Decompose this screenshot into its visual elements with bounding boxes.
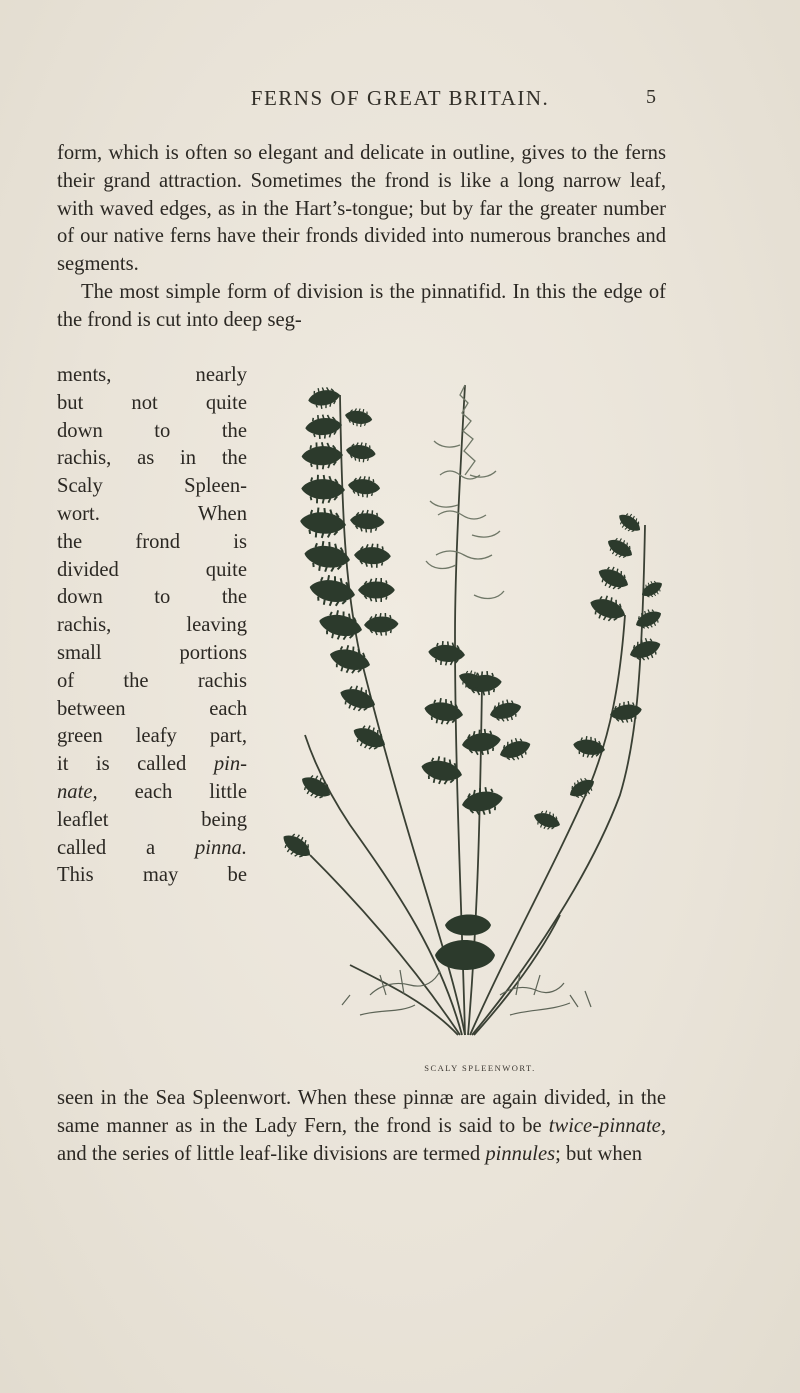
wrapped-line-pinnate [57, 751, 247, 779]
wrapped-line: wort. When [57, 502, 247, 525]
body-text-top [57, 140, 666, 335]
term-twice-pinnate: twice-pinnate, [548, 1114, 666, 1137]
wrapped-line: ments, nearly [57, 364, 247, 386]
text-after-figure-2: and the series of little leaf-like divisions are termed [57, 1142, 481, 1165]
scaly-spleenwort-illustration [250, 355, 680, 1055]
wrapped-line-pinna [57, 835, 247, 863]
wrapped-line: down to the [57, 419, 247, 442]
page-number: 5 [646, 86, 656, 108]
wrapped-line: Scaly Spleen- [57, 475, 247, 498]
wrapped-line: leaflet being [57, 808, 247, 831]
wrapped-line-text: it is called [57, 753, 187, 776]
wrapped-line: down to the [57, 586, 247, 609]
text-after-figure-3: ; but when [555, 1142, 643, 1165]
wrapped-text-column [57, 362, 247, 890]
paragraph-2-opening: The most simple form of division is the pinnatifid. In this the edge of the frond is cut into deep seg- [57, 280, 666, 331]
paragraph-1: form, which is often so elegant and delicate in outline, gives to the ferns their grand attraction. Sometimes the frond is like a long narrow leaf, with waved edges, as in the Hart’s-tongue; but by far the greater number of our native ferns have their fronds divided into numerous branches and segments. [57, 142, 666, 276]
text-after-figure-1: seen in the Sea Spleenwort. When these pinnæ are again divided, in the same manner as in the Lady Fern, the frond is said to be [57, 1087, 666, 1137]
figure-caption: SCALY SPLEENWORT. [424, 1063, 536, 1073]
term-pinnules: pinnules [485, 1142, 556, 1165]
running-head [0, 86, 800, 112]
wrapped-line-text: called a [57, 836, 156, 859]
wrapped-line: but not quite [57, 391, 247, 414]
wrapped-line: between each [57, 697, 247, 720]
wrapped-line: the frond is [57, 530, 247, 553]
wrapped-line: small portions [57, 641, 247, 664]
wrapped-line: rachis, as in the [57, 447, 247, 470]
wrapped-line: green leafy part, [57, 725, 247, 748]
body-text-bottom [57, 1085, 666, 1168]
running-title: FERNS OF GREAT BRITAIN. [250, 86, 550, 110]
term-pinna: pinna. [194, 836, 247, 859]
paragraph-2-continued [57, 1085, 666, 1168]
wrapped-line-text: each little [134, 780, 247, 803]
term-pinnate-part2: nate, [57, 780, 98, 803]
term-pinnate-part1: pin- [213, 753, 248, 776]
wrapped-line: divided quite [57, 558, 247, 581]
wrapped-line-pinnate-2 [57, 779, 247, 807]
wrapped-line: of the rachis [57, 669, 247, 692]
wrapped-line: rachis, leaving [57, 614, 247, 637]
wrapped-line: This may be [57, 864, 247, 887]
